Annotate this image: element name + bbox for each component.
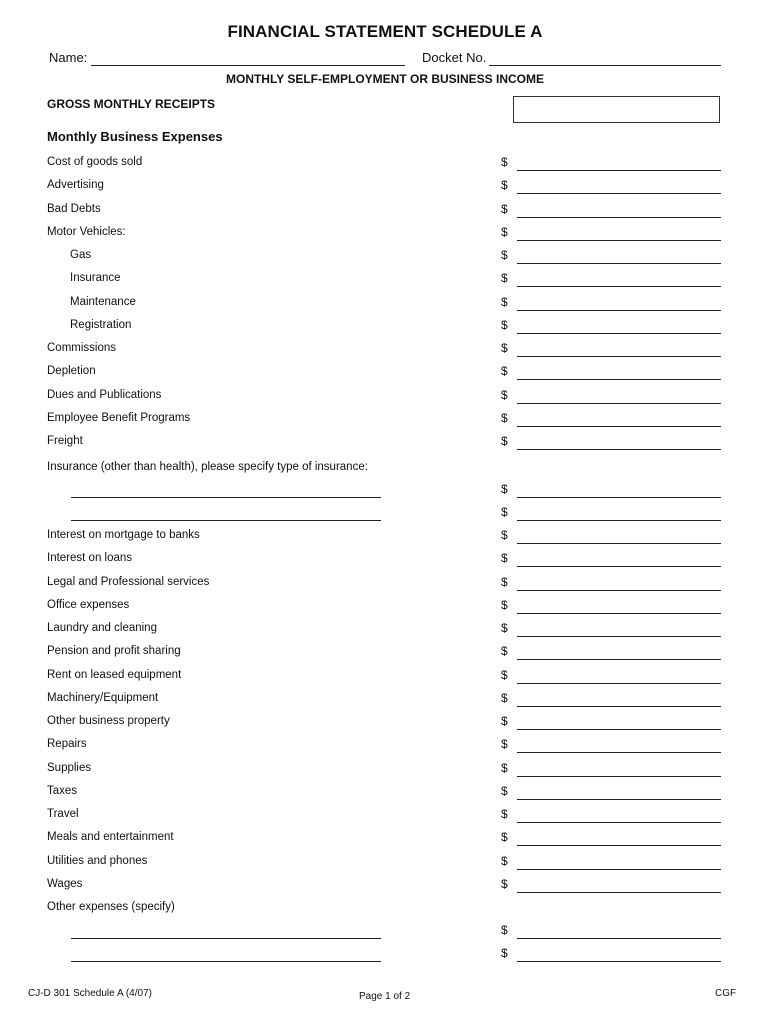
dollar-sign: $ <box>501 853 508 868</box>
amount-field-meals-and-entertainment[interactable] <box>519 831 719 845</box>
form-code: CGF <box>715 988 737 999</box>
form-id: CJ-D 301 Schedule A (4/07) <box>28 988 152 999</box>
expense-label-repairs: Repairs <box>47 738 87 751</box>
amount-field-utilities-and-phones[interactable] <box>519 855 719 869</box>
gross-receipts-field[interactable] <box>513 96 720 123</box>
dollar-sign: $ <box>501 946 508 960</box>
amount-underline <box>517 892 721 893</box>
docket-field-underline <box>489 65 721 66</box>
amount-underline <box>517 752 721 753</box>
expense-label-bad-debts-2: Bad Debts <box>47 202 101 215</box>
amount-underline <box>517 799 721 800</box>
amount-field-insurance-other-2[interactable] <box>519 506 719 520</box>
amount-field-depletion-9[interactable] <box>519 365 719 379</box>
amount-field-repairs[interactable] <box>519 738 719 752</box>
section-subtitle: MONTHLY SELF-EMPLOYMENT OR BUSINESS INCOME <box>225 72 545 86</box>
insurance-type-field-2[interactable] <box>72 506 380 520</box>
dollar-sign: $ <box>501 317 508 332</box>
amount-underline <box>517 286 721 287</box>
amount-underline <box>517 636 721 637</box>
dollar-sign: $ <box>501 876 508 891</box>
dollar-sign: $ <box>501 830 508 845</box>
name-field[interactable] <box>92 48 404 64</box>
amount-underline <box>517 403 721 404</box>
amount-field-other-business-property[interactable] <box>519 715 719 729</box>
amount-underline <box>517 613 721 614</box>
amount-underline <box>517 869 721 870</box>
insurance-other-label: Insurance (other than health), please specify type of insurance: <box>47 461 368 473</box>
amount-field-legal-and-professional-services[interactable] <box>519 576 719 590</box>
amount-underline <box>517 520 721 521</box>
amount-field-machinery-equipment[interactable] <box>519 692 719 706</box>
expense-label-cost-of-goods-sold-0: Cost of goods sold <box>47 156 143 168</box>
dollar-sign: $ <box>501 667 508 682</box>
amount-field-freight-12[interactable] <box>519 435 719 449</box>
dollar-sign: $ <box>501 783 508 798</box>
amount-field-rent-on-leased-equipment[interactable] <box>519 669 719 683</box>
amount-underline <box>517 426 721 427</box>
dollar-sign: $ <box>501 714 508 728</box>
amount-field-dues-and-publications-10[interactable] <box>519 389 719 403</box>
expense-label-travel: Travel <box>47 808 79 820</box>
other-expenses-label: Other expenses (specify) <box>47 901 175 913</box>
amount-field-motor-vehicles-3[interactable] <box>519 226 719 240</box>
amount-field-pension-and-profit-sharing[interactable] <box>519 645 719 659</box>
amount-field-insurance-5[interactable] <box>519 272 719 286</box>
expenses-heading: Monthly Business Expenses <box>47 129 223 144</box>
dollar-sign: $ <box>501 760 508 775</box>
expense-label-dues-and-publications-10: Dues and Publications <box>47 388 162 401</box>
amount-field-travel[interactable] <box>519 808 719 822</box>
dollar-sign: $ <box>501 690 508 705</box>
expense-label-taxes: Taxes <box>47 784 78 797</box>
dollar-sign: $ <box>501 364 508 379</box>
amount-underline <box>517 706 721 707</box>
dollar-sign: $ <box>501 737 508 752</box>
amount-underline <box>517 729 721 730</box>
amount-underline <box>517 566 721 567</box>
amount-field-commissions-8[interactable] <box>519 342 719 356</box>
insurance-type-underline <box>71 497 381 498</box>
amount-underline <box>517 938 721 939</box>
other-expense-desc-field-1[interactable] <box>72 924 380 938</box>
expense-label-maintenance-6: Maintenance <box>70 295 136 308</box>
amount-field-maintenance-6[interactable] <box>519 296 719 310</box>
amount-field-cost-of-goods-sold-0[interactable] <box>519 156 719 170</box>
other-expense-underline <box>71 938 381 939</box>
amount-field-bad-debts-2[interactable] <box>519 203 719 217</box>
amount-field-registration-7[interactable] <box>519 319 719 333</box>
amount-underline <box>517 333 721 334</box>
amount-underline <box>517 961 721 962</box>
name-field-underline <box>91 65 405 66</box>
expense-label-office-expenses: Office expenses <box>47 598 130 611</box>
expense-label-interest-on-loans: Interest on loans <box>47 552 133 565</box>
amount-underline <box>517 263 721 264</box>
dollar-sign: $ <box>501 528 508 542</box>
expense-label-wages: Wages <box>47 877 83 890</box>
dollar-sign: $ <box>501 644 508 659</box>
name-label: Name: <box>49 50 88 65</box>
expense-label-employee-benefit-programs-11: Employee Benefit Programs <box>47 411 191 424</box>
amount-underline <box>517 845 721 846</box>
expense-label-meals-and-entertainment: Meals and entertainment <box>47 831 174 844</box>
expense-label-other-business-property: Other business property <box>47 715 170 727</box>
amount-field-other-expense-2[interactable] <box>519 947 719 961</box>
docket-label: Docket No. <box>422 50 487 65</box>
dollar-sign: $ <box>501 224 508 239</box>
amount-field-insurance-other-1[interactable] <box>519 483 719 497</box>
amount-underline <box>517 310 721 311</box>
dollar-sign: $ <box>501 155 508 169</box>
amount-field-interest-on-mortgage-to-banks[interactable] <box>519 529 719 543</box>
gross-receipts-label: GROSS MONTHLY RECEIPTS <box>47 97 216 111</box>
docket-number-field[interactable] <box>490 48 720 64</box>
amount-underline <box>517 659 721 660</box>
amount-field-laundry-and-cleaning[interactable] <box>519 622 719 636</box>
dollar-sign: $ <box>501 807 508 821</box>
amount-underline <box>517 240 721 241</box>
expense-label-commissions-8: Commissions <box>47 342 117 354</box>
page-number: Page 1 of 2 <box>359 991 411 1002</box>
amount-underline <box>517 379 721 380</box>
amount-underline <box>517 217 721 218</box>
expense-label-utilities-and-phones: Utilities and phones <box>47 854 148 867</box>
expense-label-registration-7: Registration <box>70 318 132 331</box>
amount-field-wages[interactable] <box>519 878 719 892</box>
dollar-sign: $ <box>501 341 508 355</box>
amount-underline <box>517 683 721 684</box>
expense-label-insurance-5: Insurance <box>70 272 121 285</box>
amount-underline <box>517 590 721 591</box>
insurance-type-underline <box>71 520 381 521</box>
expense-label-legal-and-professional-services: Legal and Professional services <box>47 575 210 588</box>
dollar-sign: $ <box>501 505 508 519</box>
dollar-sign: $ <box>501 923 508 937</box>
amount-underline <box>517 822 721 823</box>
other-expense-desc-field-2[interactable] <box>72 947 380 961</box>
expense-label-supplies: Supplies <box>47 761 92 774</box>
expense-label-interest-on-mortgage-to-banks: Interest on mortgage to banks <box>47 529 200 541</box>
dollar-sign: $ <box>501 574 508 589</box>
dollar-sign: $ <box>501 482 508 496</box>
expense-label-machinery-equipment: Machinery/Equipment <box>47 691 159 704</box>
dollar-sign: $ <box>501 271 508 286</box>
expense-label-rent-on-leased-equipment: Rent on leased equipment <box>47 668 182 681</box>
expense-label-pension-and-profit-sharing: Pension and profit sharing <box>47 645 181 658</box>
amount-underline <box>517 543 721 544</box>
dollar-sign: $ <box>501 621 508 635</box>
amount-underline <box>517 776 721 777</box>
dollar-sign: $ <box>501 434 508 448</box>
gross-receipts-input[interactable] <box>518 102 715 118</box>
expense-label-advertising-1: Advertising <box>47 179 104 192</box>
amount-underline <box>517 170 721 171</box>
insurance-type-field-1[interactable] <box>72 483 380 497</box>
amount-field-employee-benefit-programs-11[interactable] <box>519 412 719 426</box>
expense-label-freight-12: Freight <box>47 435 83 447</box>
dollar-sign: $ <box>501 248 508 262</box>
expense-label-motor-vehicles-3: Motor Vehicles: <box>47 225 126 238</box>
expense-label-depletion-9: Depletion <box>47 365 96 378</box>
amount-underline <box>517 356 721 357</box>
amount-field-interest-on-loans[interactable] <box>519 552 719 566</box>
dollar-sign: $ <box>501 294 508 309</box>
amount-field-supplies[interactable] <box>519 762 719 776</box>
form-title: FINANCIAL STATEMENT SCHEDULE A <box>227 22 543 41</box>
other-expense-underline <box>71 961 381 962</box>
dollar-sign: $ <box>501 597 508 612</box>
amount-field-taxes[interactable] <box>519 785 719 799</box>
amount-field-other-expense-1[interactable] <box>519 924 719 938</box>
amount-underline <box>517 497 721 498</box>
amount-underline <box>517 193 721 194</box>
amount-field-gas-4[interactable] <box>519 249 719 263</box>
dollar-sign: $ <box>501 201 508 216</box>
dollar-sign: $ <box>501 551 508 566</box>
expense-label-laundry-and-cleaning: Laundry and cleaning <box>47 622 157 634</box>
dollar-sign: $ <box>501 387 508 402</box>
dollar-sign: $ <box>501 410 508 425</box>
amount-underline <box>517 449 721 450</box>
amount-field-office-expenses[interactable] <box>519 599 719 613</box>
dollar-sign: $ <box>501 178 508 193</box>
expense-label-gas-4: Gas <box>70 249 92 261</box>
amount-field-advertising-1[interactable] <box>519 179 719 193</box>
